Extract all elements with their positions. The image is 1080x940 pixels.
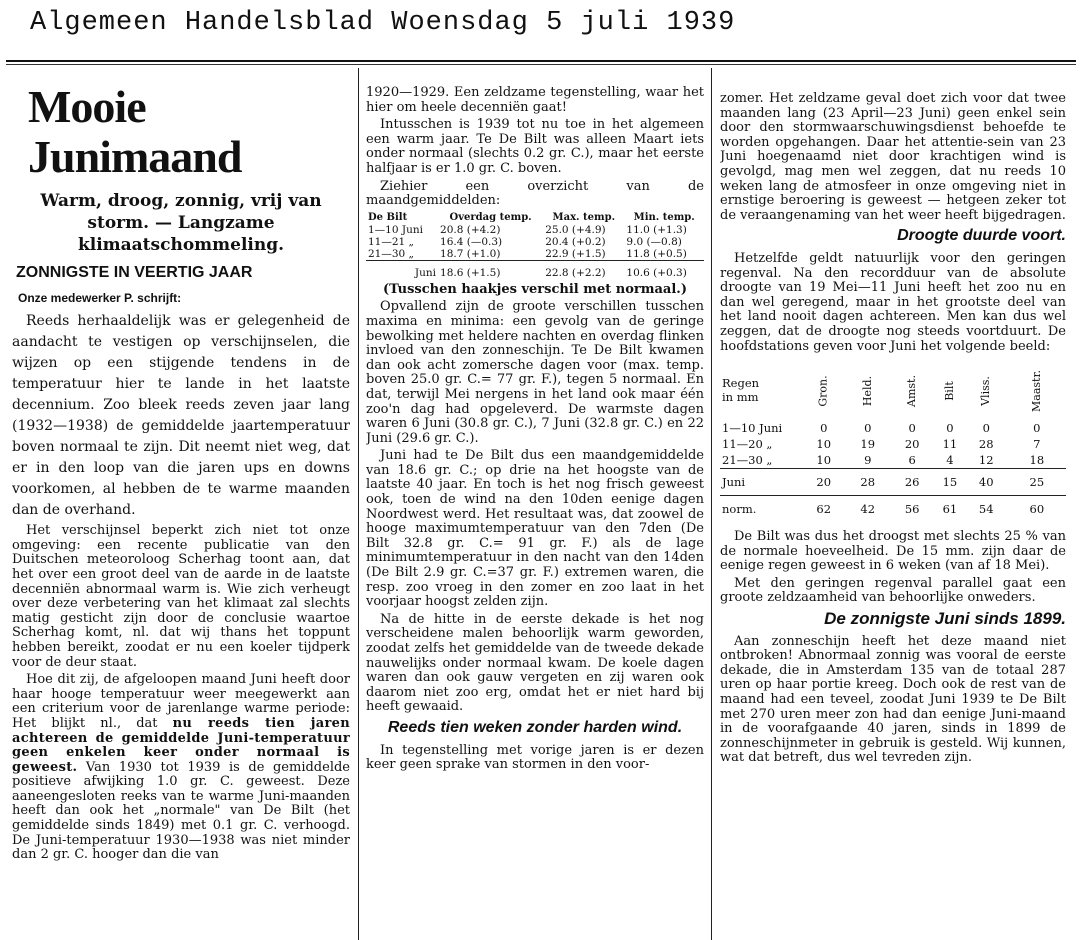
row-label: 1—10 Juni <box>368 223 423 236</box>
table-cell: 25.0 (+4.9) <box>545 223 606 236</box>
table-row <box>720 420 1066 436</box>
table-cell: 18.6 (+1.5) <box>438 260 543 279</box>
table-cell: 0 <box>982 421 990 436</box>
table-cell: 10 <box>816 437 832 452</box>
paragraph: De Bilt was dus het droogst met slechts 25 % van de normale hoeveelheid. De 15 mm. zijn daar de eenige regen geweest in 6 weken (van af 18 Mei). <box>720 529 1066 574</box>
table-cell: 15 <box>935 469 965 496</box>
table-cell: 54 <box>965 496 1008 523</box>
subheadline: Warm, droog, zonnig, vrij van storm. — Langzame klimaatschommeling. <box>40 191 322 255</box>
row-label: norm. <box>720 496 801 523</box>
rain-label-line: in mm <box>722 390 759 405</box>
table-cell: 9 <box>864 453 872 468</box>
row-label: Juni <box>720 469 801 496</box>
table-total-row <box>366 260 704 279</box>
table-row <box>366 248 704 261</box>
table-cell: 11 <box>942 437 958 452</box>
table-cell: 28 <box>978 437 994 452</box>
column-divider-2 <box>711 68 712 940</box>
table-cell: 4 <box>946 453 954 468</box>
table-header: Max. temp. <box>552 211 616 223</box>
paragraph: Aan zonneschijn heeft het deze maand niet ontbroken! Abnormaal zonnig was vooral de eerste dekade, die in Amsterdam 135 van de totaal 287 uren op haar portie kreeg. Doch ook de rest van de maand had een teveel, zoodat Juni 1939 te De Bilt met 270 uren meer zon had dan eenige Juni-maand in de voorafgaande 40 jaren, sinds in 1899 de zonneschijnmeter in gebruik is gesteld. Wij kunnen, wat dat betreft, dus wel tevreden zijn. <box>720 633 1066 766</box>
table-row <box>720 436 1066 452</box>
table-total-row <box>720 469 1066 496</box>
table-cell: 28 <box>846 469 889 496</box>
station-header: Bilt <box>942 380 956 401</box>
station-header: Maastr. <box>1029 369 1043 412</box>
table-cell: 22.9 (+1.5) <box>545 247 606 260</box>
table-station-header: De Bilt <box>368 211 408 223</box>
table-cell: 19 <box>860 437 876 452</box>
table-cell: 16.4 (—0.3) <box>440 235 503 248</box>
row-label: Juni <box>366 260 438 279</box>
table-cell: 62 <box>801 496 846 523</box>
paragraph: Reeds herhaaldelijk was er gelegenheid de aandacht te vestigen op verschijnselen, die wijzen op een stijgende tendens in de temperatuur hier te lande in het laatste decennium. Zoo bleek reeds zeven jaar lang (1932—1938) de gemiddelde jaartemperatuur boven normaal te zijn. Dit neemt niet weg, dat er in den loop van die jaren ups en downs voorkomen, al hebben de te warme maanden dan de overhand. <box>12 313 350 519</box>
table-cell: 42 <box>846 496 889 523</box>
emphasis-text: nu reeds tien jaren achtereen de gemiddelde Juni-temperatuur geen enkelen keer onder normaal is geweest. <box>12 715 350 775</box>
table-cell: 9.0 (—0.8) <box>626 235 682 248</box>
column-2 <box>366 68 704 940</box>
table-header: Min. temp. <box>633 211 695 223</box>
table-cell: 0 <box>1033 421 1041 436</box>
row-label: 21—30 „ <box>722 453 773 468</box>
temperature-table <box>366 212 704 279</box>
rain-label-line: Regen <box>722 376 760 391</box>
section-subhead: Droogte duurde voort. <box>897 227 1066 245</box>
table-note: (Tusschen haakjes verschil met normaal.) <box>383 281 687 297</box>
table-norm-row <box>720 496 1066 523</box>
table-cell: 26 <box>889 469 935 496</box>
table-row <box>366 224 704 236</box>
table-cell: 60 <box>1008 496 1066 523</box>
rainfall-table <box>720 360 1066 522</box>
table-cell: 11.8 (+0.5) <box>626 247 687 260</box>
table-cell: 7 <box>1033 437 1041 452</box>
paragraph: Na de hitte in de eerste dekade is het nog verscheidene malen behoorlijk warm geworden, zoodat zelfs het gemiddelde van de tweede dekade nauwelijks onder normaal kwam. De koele dagen waren dan ook gauw vergeten en zij waren ook daarom niet zoo erg, omdat het er niet hard bij heeft gewaaid. <box>366 611 704 715</box>
table-cell: 10 <box>816 453 832 468</box>
column-1 <box>12 68 350 940</box>
table-cell: 20 <box>904 437 920 452</box>
paragraph-text: Van 1930 tot 1939 is de gemiddelde positieve afwijking 1.0 gr. C. geweest. Deze aaneengesloten reeks van te warme Juni-maanden heeft dan ook het „normale" van De Bilt (het gemiddelde sinds 1849) met 0.1 gr. C. verhoogd. De Juni-temperatuur 1930—1938 was niet minder dan 2 gr. C. hooger dan die van <box>12 759 350 863</box>
table-row <box>366 236 704 248</box>
column-divider-1 <box>358 68 359 940</box>
rain-label <box>720 360 801 420</box>
paragraph <box>12 673 350 863</box>
paragraph: Hetzelfde geldt natuurlijk voor den geringen regenval. Na den recordduur van de absolute droogte van 19 Mei—11 Juni heeft het zoo nu en dan wel geregend, maar in het grootste deel van het land nooit dagen achtereen. Men kan dus wel zeggen, dat de droogte nog steeds voortduurt. De hoofdstations geven voor Juni het volgende beeld: <box>720 250 1066 354</box>
table-cell: 20 <box>801 469 846 496</box>
table-cell: 10.6 (+0.3) <box>624 260 704 279</box>
table-cell: 20.4 (+0.2) <box>545 235 606 248</box>
paragraph: Opvallend zijn de groote verschillen tusschen maxima en minima: een gevolg van de geringe bewolking met heldere nachten en overdag flinken invloed van den zonneschijn. Te De Bilt kwamen dan ook acht zomersche dagen voor (max. temp. boven 25.0 gr. C.= 77 gr. F.), tegen 5 normaal. En dat, terwijl Mei nergens in het land ook maar één zoo'n dag had opgeleverd. De warmste dagen waren 6 Juni (30.8 gr. C.), 7 Juni (32.8 gr. C.) en 22 Juni (29.6 gr. C.). <box>366 299 704 446</box>
byline: Onze medewerker P. schrijft: <box>18 290 182 305</box>
table-cell: 40 <box>965 469 1008 496</box>
paragraph: Juni had te De Bilt dus een maandgemiddelde van 18.6 gr. C.; op drie na het hoogste van de laatste 40 jaar. En toch is het nog frisch geweest ook, toen de wind na den 10den eenige dagen Noordwest werd. Het resultaat was, dat zoowel de hooge maximumtemperatuur van den 7den (De Bilt 32.8 gr. C.= 91 gr. F.) als de lage minimumtemperatuur in den nacht van den 14den (De Bilt 2.9 gr. C.=37 gr. F.) extremen waren, die resp. zoo vroeg in den zomer en zoo laat in het voorjaar hoogst zelden zijn. <box>366 448 704 610</box>
table-cell: 56 <box>889 496 935 523</box>
top-rule <box>6 60 1076 62</box>
table-cell: 0 <box>864 421 872 436</box>
table-cell: 0 <box>908 421 916 436</box>
column-3 <box>720 68 1066 940</box>
table-cell: 11.0 (+1.3) <box>626 223 687 236</box>
paragraph: Ziehier een overzicht van de maandgemiddelden: <box>366 178 704 209</box>
row-label: 11—21 „ <box>368 235 414 248</box>
masthead: Algemeen Handelsblad Woensdag 5 juli 1939 <box>30 8 736 38</box>
row-label: 21—30 „ <box>368 247 414 260</box>
table-cell: 12 <box>978 453 994 468</box>
paragraph-text: Hoe dit zij, de afgeloopen maand Juni heeft door haar hooge temperatuur weer meegewerkt aan een criterium voor de jarenlange warme periode: Het blijkt nl., dat <box>12 672 350 731</box>
paragraph: Intusschen is 1939 tot nu toe in het algemeen een warm jaar. Te De Bilt was alleen Maart iets onder normaal (slechts 0.2 gr. C.), maar het eerste halfjaar is er 1.0 gr. C. boven. <box>366 117 704 176</box>
table-cell: 61 <box>935 496 965 523</box>
table-cell: 18 <box>1029 453 1045 468</box>
row-label: 11—20 „ <box>722 437 773 452</box>
table-cell: 0 <box>820 421 828 436</box>
table-cell: 18.7 (+1.0) <box>440 247 501 260</box>
station-header: Vliss. <box>979 375 993 406</box>
paragraph: Met den geringen regenval parallel gaat een groote zeldzaamheid van behoorlijke onweders. <box>720 575 1066 606</box>
station-header: Amst. <box>905 374 919 407</box>
paragraph: Het verschijnsel beperkt zich niet tot onze omgeving: een recente publicatie van den Duitschen meteoroloog Scherhag toont aan, dat het over een groot deel van de aarde in de laatste decenniën abnormaal warm is. Wie zich verheugt over deze verbetering van het klimaat zal slechts matig gesticht zijn door de conclusie waartoe Scherhag komt, nl. dat wij thans het toppunt hebben bereikt, zoodat er nu een koeler tijdperk voor de deur staat. <box>12 523 350 670</box>
table-header: Overdag temp. <box>449 211 532 223</box>
table-cell: 22.8 (+2.2) <box>543 260 624 279</box>
table-cell: 25 <box>1008 469 1066 496</box>
table-cell: 6 <box>908 453 916 468</box>
table-cell: 20.8 (+4.2) <box>440 223 501 236</box>
row-label: 1—10 Juni <box>722 421 783 436</box>
top-rule-thin <box>6 64 1076 65</box>
table-cell: 0 <box>946 421 954 436</box>
section-subhead: De zonnigste Juni sinds 1899. <box>824 609 1066 629</box>
table-row <box>720 452 1066 469</box>
station-header: Held. <box>860 375 874 406</box>
kicker: ZONNIGSTE IN VEERTIG JAAR <box>16 264 253 281</box>
paragraph: zomer. Het zeldzame geval doet zich voor dat twee maanden lang (23 April—23 Juni) geen enkel sein door den stormwaarschuwingsdienst behoefde te worden opgehangen. Daar het attentie-sein van 23 Juni hoegenaamd niet door krachtigen wind is gevolgd, mag men wel zeggen, dat nu reeds 10 weken lang de atmosfeer in onze omgeving niet in ernstige beroering is geweest — hetgeen zeker tot de veraangenaming van het weer heeft bijgedragen. <box>720 91 1066 223</box>
headline: Mooie Junimaand <box>28 81 242 182</box>
station-header: Gron. <box>816 374 830 407</box>
paragraph: 1920—1929. Een zeldzame tegenstelling, waar het hier om heele decenniën gaat! <box>366 85 704 115</box>
paragraph: In tegenstelling met vorige jaren is er dezen keer geen sprake van stormen in den voor- <box>366 742 704 773</box>
section-subhead: Reeds tien weken zonder harden wind. <box>387 718 683 736</box>
